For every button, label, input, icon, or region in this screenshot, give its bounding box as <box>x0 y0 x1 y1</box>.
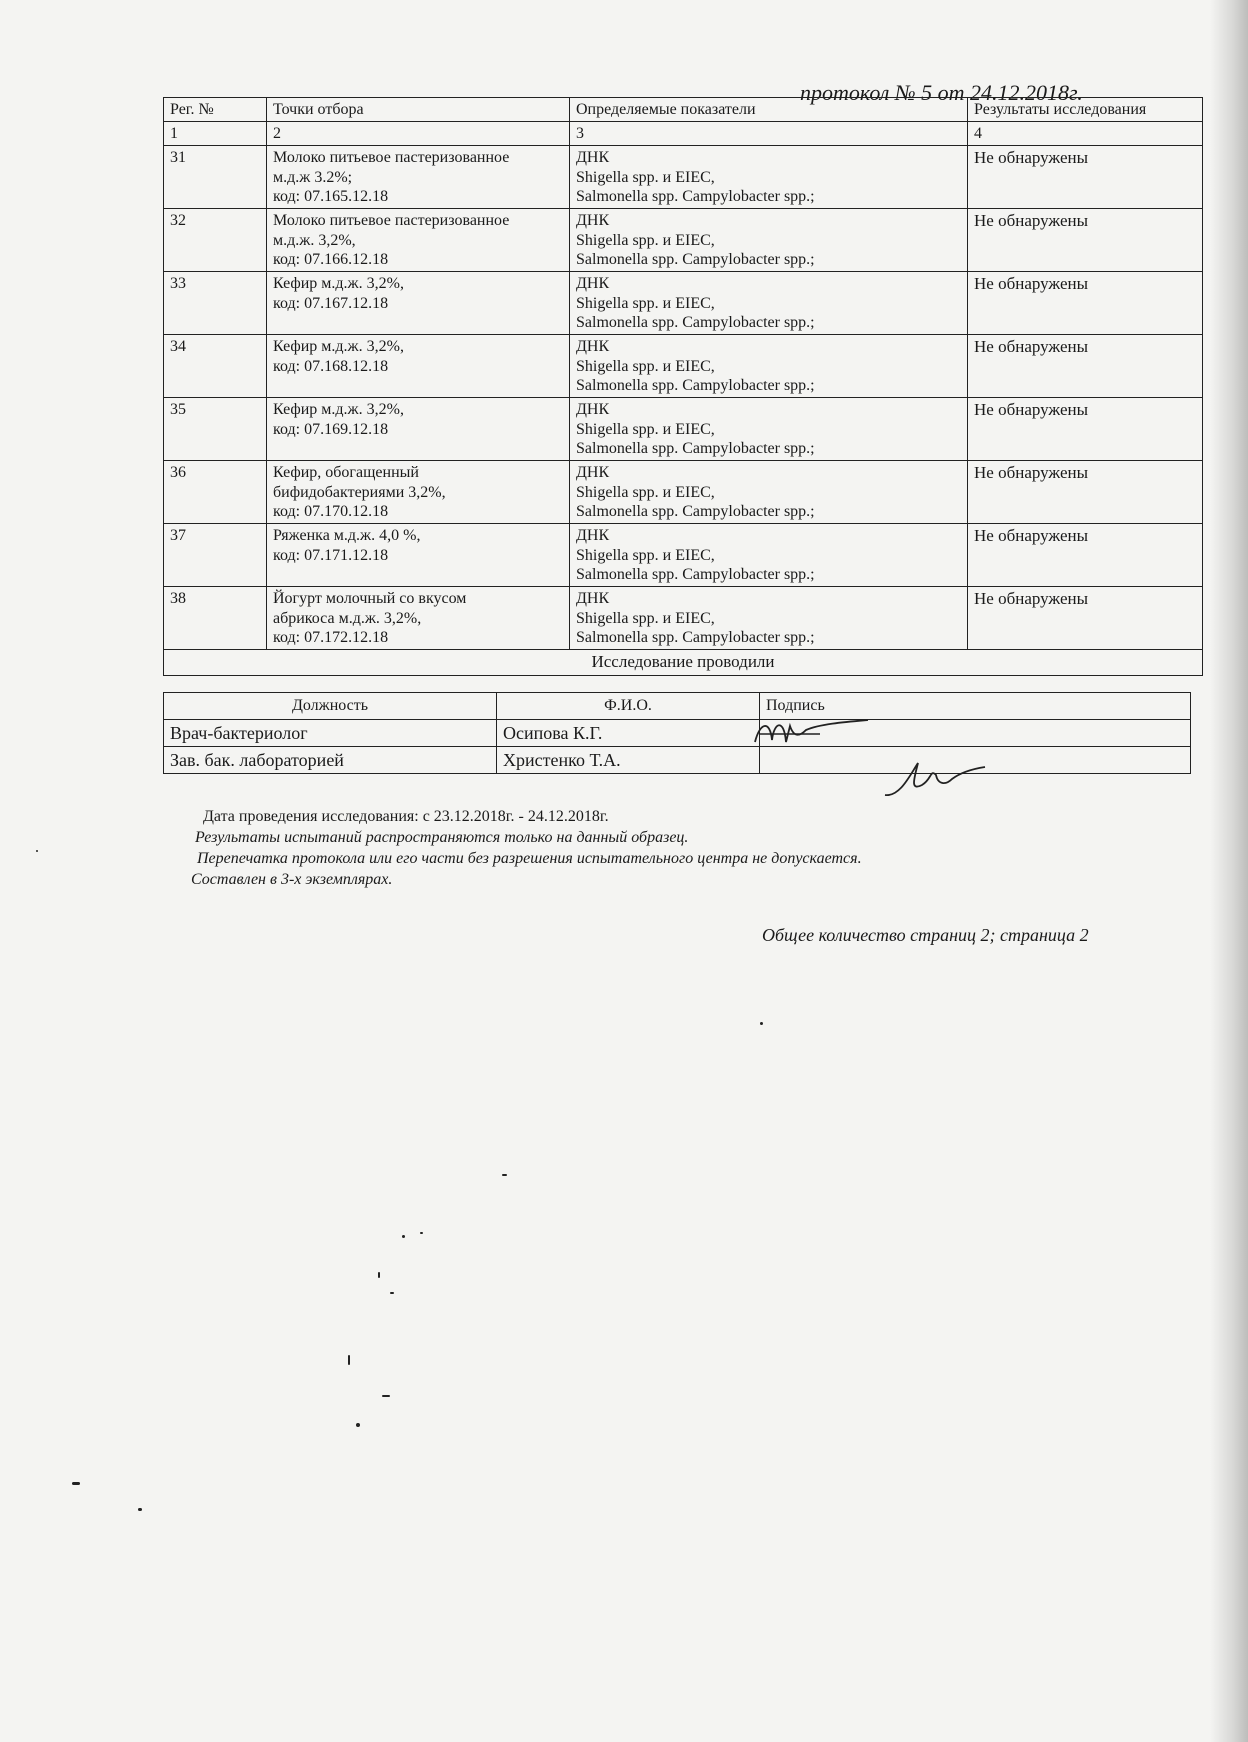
staff-name: Осипова К.Г. <box>497 720 760 747</box>
row-indicators <box>570 209 968 272</box>
indicator-line: ДНК <box>576 401 610 419</box>
staff-header-name: Ф.И.О. <box>497 693 760 720</box>
scan-page-edge <box>1210 0 1248 1742</box>
scan-speck <box>138 1508 142 1511</box>
col-number-2: 2 <box>267 122 570 146</box>
row-reg-number: 31 <box>164 146 267 209</box>
scan-speck <box>420 1232 423 1234</box>
page-count: Общее количество страниц 2; страница 2 <box>762 925 1089 945</box>
table-row <box>164 398 1203 461</box>
scan-speck <box>402 1235 405 1238</box>
row-sampling-point: Кефир, обогащенный бифидобактериями 3,2%, код: 07.170.12.18 <box>267 461 570 524</box>
row-sampling-point: Кефир м.д.ж. 3,2%, код: 07.169.12.18 <box>267 398 570 461</box>
row-result: Не обнаружены <box>968 272 1203 335</box>
indicator-line: Salmonella spp. Campylobacter spp.; <box>576 565 815 583</box>
table-row <box>164 461 1203 524</box>
col-number-1: 1 <box>164 122 267 146</box>
row-result: Не обнаружены <box>968 461 1203 524</box>
section-title-row <box>164 650 1203 675</box>
note-dates: Дата проведения исследования: с 23.12.2018г. - 24.12.2018г. <box>203 808 609 825</box>
row-reg-number: 33 <box>164 272 267 335</box>
indicator-line: ДНК <box>576 212 610 230</box>
scan-speck <box>390 1292 394 1294</box>
indicator-line: ДНК <box>576 527 610 545</box>
indicator-line: Shigella spp. и EIEC, <box>576 420 715 438</box>
row-result: Не обнаружены <box>968 398 1203 461</box>
row-reg-number: 32 <box>164 209 267 272</box>
row-sampling-point: Кефир м.д.ж. 3,2%, код: 07.167.12.18 <box>267 272 570 335</box>
indicator-line: Shigella spp. и EIEC, <box>576 609 715 627</box>
indicator-line: Shigella spp. и EIEC, <box>576 357 715 375</box>
indicator-line: ДНК <box>576 149 610 167</box>
indicator-line: Shigella spp. и EIEC, <box>576 546 715 564</box>
row-sampling-point: Кефир м.д.ж. 3,2%, код: 07.168.12.18 <box>267 335 570 398</box>
col-header-points: Точки отбора <box>267 98 570 122</box>
indicator-line: Salmonella spp. Campylobacter spp.; <box>576 376 815 394</box>
indicator-line: ДНК <box>576 275 610 293</box>
table-row <box>164 146 1203 209</box>
staff-row <box>164 720 1191 747</box>
staff-header-row <box>164 693 1191 720</box>
indicator-line: Salmonella spp. Campylobacter spp.; <box>576 439 815 457</box>
row-indicators <box>570 524 968 587</box>
row-indicators <box>570 461 968 524</box>
row-result: Не обнаружены <box>968 335 1203 398</box>
row-sampling-point: Молоко питьевое пастеризованное м.д.ж. 3,2%, код: 07.166.12.18 <box>267 209 570 272</box>
row-reg-number: 38 <box>164 587 267 650</box>
scan-speck <box>378 1272 380 1278</box>
scan-speck <box>36 850 38 852</box>
scan-speck <box>382 1395 390 1397</box>
row-result: Не обнаружены <box>968 587 1203 650</box>
row-result: Не обнаружены <box>968 524 1203 587</box>
note-reprint: Перепечатка протокола или его части без разрешения испытательного центра не допускается. <box>197 850 862 867</box>
note-copies: Составлен в 3-х экземплярах. <box>191 871 393 888</box>
staff-header-position: Должность <box>164 693 497 720</box>
indicator-line: Shigella spp. и EIEC, <box>576 231 715 249</box>
col-number-3: 3 <box>570 122 968 146</box>
staff-name: Христенко Т.А. <box>497 747 760 774</box>
table-row <box>164 335 1203 398</box>
table-number-row <box>164 122 1203 146</box>
notes-block <box>191 808 862 892</box>
indicator-line: Shigella spp. и EIEC, <box>576 294 715 312</box>
row-reg-number: 34 <box>164 335 267 398</box>
staff-position: Врач-бактериолог <box>164 720 497 747</box>
scan-speck <box>356 1423 360 1427</box>
staff-row <box>164 747 1191 774</box>
scan-speck <box>72 1482 80 1485</box>
row-indicators <box>570 146 968 209</box>
indicator-line: ДНК <box>576 338 610 356</box>
table-row <box>164 272 1203 335</box>
row-sampling-point: Молоко питьевое пастеризованное м.д.ж 3.2%; код: 07.165.12.18 <box>267 146 570 209</box>
staff-table <box>163 692 1191 774</box>
protocol-header: протокол № 5 от 24.12.2018г. <box>800 80 1083 105</box>
indicator-line: Salmonella spp. Campylobacter spp.; <box>576 628 815 646</box>
indicator-line: Shigella spp. и EIEC, <box>576 168 715 186</box>
indicator-line: ДНК <box>576 464 610 482</box>
results-table <box>163 97 1203 676</box>
row-reg-number: 37 <box>164 524 267 587</box>
indicator-line: Salmonella spp. Campylobacter spp.; <box>576 250 815 268</box>
row-sampling-point: Йогурт молочный со вкусом абрикоса м.д.ж. 3,2%, код: 07.172.12.18 <box>267 587 570 650</box>
staff-header-signature: Подпись <box>760 693 1191 720</box>
row-sampling-point: Ряженка м.д.ж. 4,0 %, код: 07.171.12.18 <box>267 524 570 587</box>
table-header-row <box>164 98 1203 122</box>
row-reg-number: 36 <box>164 461 267 524</box>
scan-speck <box>502 1174 507 1176</box>
staff-position: Зав. бак. лабораторией <box>164 747 497 774</box>
col-header-indicators: Определяемые показатели <box>570 98 968 122</box>
table-row <box>164 209 1203 272</box>
row-indicators <box>570 335 968 398</box>
scan-speck <box>760 1022 763 1025</box>
signature-khristenko <box>880 755 990 805</box>
indicator-line: ДНК <box>576 590 610 608</box>
section-title: Исследование проводили <box>164 650 1203 675</box>
row-indicators <box>570 587 968 650</box>
col-number-4: 4 <box>968 122 1203 146</box>
row-indicators <box>570 272 968 335</box>
col-header-reg: Рег. № <box>164 98 267 122</box>
row-reg-number: 35 <box>164 398 267 461</box>
row-result: Не обнаружены <box>968 209 1203 272</box>
indicator-line: Shigella spp. и EIEC, <box>576 483 715 501</box>
note-scope: Результаты испытаний распространяются только на данный образец. <box>195 829 689 846</box>
indicator-line: Salmonella spp. Campylobacter spp.; <box>576 313 815 331</box>
indicator-line: Salmonella spp. Campylobacter spp.; <box>576 187 815 205</box>
indicator-line: Salmonella spp. Campylobacter spp.; <box>576 502 815 520</box>
table-row <box>164 587 1203 650</box>
row-result: Не обнаружены <box>968 146 1203 209</box>
col-header-results: Результаты исследования <box>968 98 1203 122</box>
signature-osipova <box>750 712 870 752</box>
table-row <box>164 524 1203 587</box>
row-indicators <box>570 398 968 461</box>
scan-speck <box>348 1355 350 1365</box>
